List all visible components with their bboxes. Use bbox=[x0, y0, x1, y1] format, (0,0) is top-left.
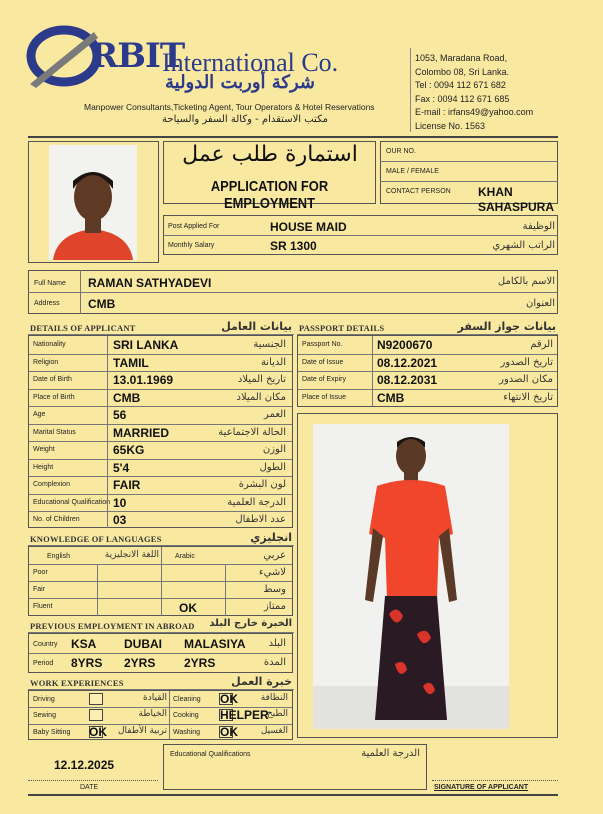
work-skill-arabic: الخياطة bbox=[138, 709, 167, 720]
column-divider bbox=[169, 691, 170, 739]
applicant-field-value: 03 bbox=[113, 513, 127, 527]
company-tagline: Manpower Consultants,Ticketing Agent, Tour Operators & Hotel Reservations bbox=[84, 102, 375, 112]
monthly-salary-label: Monthly Salary bbox=[168, 242, 215, 249]
applicant-field-value: TAMIL bbox=[113, 355, 149, 370]
row-divider bbox=[29, 476, 292, 477]
work-skill-arabic: النظافة bbox=[260, 693, 288, 703]
row-divider bbox=[29, 511, 292, 512]
country-label: Country bbox=[33, 641, 58, 648]
applicant-field-arabic: عدد الاطفال bbox=[235, 514, 286, 525]
applicant-field-value: CMB bbox=[113, 390, 141, 405]
work-section-arabic: خبرة العمل bbox=[231, 675, 292, 688]
work-skill-label: Washing bbox=[173, 728, 200, 736]
passport-photo bbox=[49, 145, 137, 260]
applicant-field-arabic: الدرجة العلمية bbox=[227, 496, 286, 508]
languages-table bbox=[28, 546, 293, 616]
previous-employment-title: PREVIOUS EMPLOYMENT IN ABROAD bbox=[30, 621, 195, 631]
passport-field-value: 08.12.2031 bbox=[377, 373, 438, 387]
arabic-column-arabic: عربي bbox=[263, 550, 286, 561]
work-table bbox=[28, 690, 293, 740]
english-column-arabic: اللغة الانجليزية bbox=[104, 550, 159, 560]
work-skill-label: Cooking bbox=[173, 712, 199, 720]
country-arabic: البلد bbox=[268, 638, 286, 649]
column-divider bbox=[161, 547, 162, 616]
work-skill-label: Baby Sitting bbox=[33, 728, 71, 736]
row-divider bbox=[29, 406, 292, 407]
applicant-field-label: Religion bbox=[33, 358, 59, 366]
address-label: Address bbox=[34, 300, 60, 307]
applicant-field-arabic: الوزن bbox=[262, 444, 286, 455]
applicant-table bbox=[28, 335, 293, 528]
date-value: 12.12.2025 bbox=[54, 758, 115, 772]
column-divider bbox=[372, 336, 373, 406]
language-level-mark: OK bbox=[179, 601, 197, 615]
fax-number: Fax : 0094 112 671 685 bbox=[415, 93, 510, 104]
post-applied-label: Post Applied For bbox=[168, 223, 220, 230]
work-skill-mark: OK bbox=[220, 692, 238, 706]
company-name-arabic: شركة أوربت الدولية bbox=[164, 72, 316, 93]
work-section-title: WORK EXPERIENCES bbox=[30, 678, 124, 688]
gender-label: MALE / FEMALE bbox=[386, 168, 439, 175]
applicant-field-value: 13.01.1969 bbox=[113, 373, 174, 387]
signature-label: SIGNATURE OF APPLICANT bbox=[434, 784, 529, 791]
column-divider bbox=[225, 564, 226, 616]
work-skill-mark: OK bbox=[89, 724, 107, 739]
work-skill-arabic: القيادة bbox=[143, 693, 167, 703]
passport-field-label: Date of Issue bbox=[302, 358, 344, 366]
title-arabic: استمارة طلب عمل bbox=[182, 142, 358, 167]
applicant-section-title: DETAILS OF APPLICANT bbox=[30, 323, 136, 333]
previous-country-value: MALASIYA bbox=[184, 637, 246, 651]
passport-field-value: CMB bbox=[377, 390, 405, 405]
applicant-field-arabic: الجنسية bbox=[253, 339, 286, 350]
logo-rbit: RBIT bbox=[90, 36, 185, 76]
languages-section-arabic: انجليزي bbox=[250, 531, 292, 544]
row-divider bbox=[29, 724, 292, 725]
work-skill-checkbox bbox=[89, 709, 103, 721]
address-arabic: العنوان bbox=[526, 298, 555, 309]
applicant-field-arabic: الطول bbox=[259, 461, 286, 473]
education-label: Educational Qualifications bbox=[170, 751, 251, 758]
row-divider bbox=[29, 441, 292, 442]
work-skill-mark: OK bbox=[220, 724, 238, 739]
contact-person-value: KHAN bbox=[478, 185, 513, 199]
applicant-field-label: Nationality bbox=[33, 341, 66, 348]
passport-field-label: Date of Expiry bbox=[302, 376, 346, 383]
contact-person-label: CONTACT PERSON bbox=[386, 188, 451, 195]
applicant-field-label: Educational Qualification bbox=[33, 498, 111, 506]
previous-employment-arabic: الخبرة خارج البلد bbox=[209, 618, 292, 629]
applicant-field-label: Date of Birth bbox=[33, 376, 72, 383]
work-skill-label: Cleaning bbox=[173, 696, 201, 703]
language-level-label: Fair bbox=[33, 586, 46, 593]
row-divider bbox=[29, 371, 292, 372]
column-divider bbox=[107, 336, 108, 528]
applicant-field-label: No. of Children bbox=[33, 516, 80, 523]
title-english: APPLICATION FOR EMPLOYMENT bbox=[210, 178, 329, 212]
languages-section-title: KNOWLEDGE OF LANGUAGES bbox=[30, 534, 162, 544]
contact-block bbox=[415, 52, 533, 134]
our-no-label: OUR NO. bbox=[386, 148, 416, 155]
applicant-field-arabic: الحالة الاجتماعية bbox=[218, 426, 286, 438]
work-skill-arabic: الطبخ bbox=[266, 709, 288, 720]
post-applied-arabic: الوظيفة bbox=[522, 221, 555, 232]
language-level-label: Poor bbox=[33, 569, 48, 576]
language-level-label: Fluent bbox=[33, 603, 53, 610]
applicant-field-value: 65KG bbox=[113, 443, 145, 457]
column-divider bbox=[97, 564, 98, 616]
monthly-salary-arabic: الراتب الشهري bbox=[492, 240, 555, 251]
previous-period-value: 8YRS bbox=[71, 656, 103, 670]
full-body-photo bbox=[313, 424, 509, 729]
applicant-field-arabic: تاريخ الميلاد bbox=[237, 374, 286, 385]
previous-period-value: 2YRS bbox=[184, 656, 216, 670]
post-applied-value: HOUSE MAID bbox=[270, 220, 347, 234]
applicant-field-label: Complexion bbox=[33, 481, 70, 488]
previous-period-value: 2YRS bbox=[124, 656, 156, 670]
applicant-field-label: Place of Birth bbox=[33, 393, 75, 401]
applicant-field-label: Marital Status bbox=[33, 428, 76, 436]
applicant-field-arabic: العمر bbox=[264, 409, 286, 420]
passport-field-value: 08.12.2021 bbox=[377, 355, 438, 370]
period-arabic: المدة bbox=[263, 657, 286, 668]
applicant-body-illustration bbox=[313, 424, 509, 729]
applicant-field-value: 5'4 bbox=[113, 460, 130, 475]
passport-field-arabic: الرقم bbox=[530, 339, 553, 350]
full-name-arabic: الاسم بالكامل bbox=[497, 276, 555, 287]
full-name-value: RAMAN SATHYADEVI bbox=[88, 276, 212, 290]
period-label: Period bbox=[33, 660, 54, 667]
applicant-field-value: 56 bbox=[113, 408, 127, 422]
work-skill-checkbox bbox=[89, 693, 103, 705]
work-skill-arabic: تربية الأطفال bbox=[117, 725, 167, 736]
work-skill-mark: HELPER bbox=[220, 708, 269, 723]
address-line-1: 1053, Maradana Road, bbox=[415, 53, 508, 63]
passport-field-label: Place of Issue bbox=[302, 393, 346, 401]
work-skill-label: Sewing bbox=[33, 712, 56, 720]
row-divider bbox=[29, 424, 292, 425]
row-divider bbox=[29, 494, 292, 495]
arabic-column-label: Arabic bbox=[175, 553, 195, 560]
applicant-field-arabic: الديانة bbox=[260, 356, 286, 368]
monthly-salary-value: SR 1300 bbox=[270, 239, 317, 253]
applicant-face-illustration bbox=[49, 145, 137, 260]
previous-employment-table bbox=[28, 633, 293, 673]
full-name-label: Full Name bbox=[34, 280, 66, 287]
applicant-field-label: Age bbox=[33, 411, 46, 418]
applicant-field-value: MARRIED bbox=[113, 425, 169, 440]
row-divider bbox=[29, 653, 292, 654]
row-divider bbox=[29, 459, 292, 460]
applicant-field-arabic: لون البشرة bbox=[238, 479, 286, 490]
applicant-field-label: Weight bbox=[33, 446, 55, 453]
company-name: International Co. bbox=[162, 48, 339, 77]
license-number: License No. 1563 bbox=[415, 120, 486, 131]
phone-number: Tel : 0094 112 671 682 bbox=[415, 80, 506, 91]
email-address: E-mail : irfans49@yahoo.com bbox=[415, 107, 534, 118]
address-line-2: Colombo 08, Sri Lanka. bbox=[415, 66, 510, 77]
applicant-field-arabic: مكان الميلاد bbox=[236, 391, 286, 403]
passport-field-label: Passport No. bbox=[302, 341, 343, 348]
language-level-arabic: وسط bbox=[263, 584, 286, 595]
company-tagline-arabic: مكتب الاستقدام - وكالة السفر والسياحة bbox=[162, 114, 328, 125]
education-arabic: الدرجة العلمية bbox=[361, 748, 420, 759]
passport-field-arabic: تاريخ الصدور bbox=[500, 356, 553, 368]
passport-table bbox=[297, 335, 558, 407]
passport-section-arabic: بيانات جواز السفر bbox=[457, 320, 556, 333]
language-level-arabic: ممتاز bbox=[263, 601, 286, 612]
applicant-section-arabic: بيانات العامل bbox=[221, 320, 292, 333]
applicant-field-value: 10 bbox=[113, 495, 127, 510]
passport-field-arabic: مكان الصدور bbox=[499, 374, 553, 385]
row-divider bbox=[298, 389, 557, 390]
previous-country-value: DUBAI bbox=[124, 637, 162, 651]
passport-field-value: N9200670 bbox=[377, 338, 433, 352]
work-skill-label: Driving bbox=[33, 696, 55, 703]
address-value: CMB bbox=[88, 297, 116, 311]
english-column-label: English bbox=[47, 553, 70, 560]
work-skill-arabic: الغسيل bbox=[260, 725, 288, 736]
row-divider bbox=[29, 389, 292, 390]
passport-section-title: PASSPORT DETAILS bbox=[299, 323, 385, 333]
passport-field-arabic: تاريخ الانتهاء bbox=[503, 391, 553, 403]
row-divider bbox=[298, 371, 557, 372]
date-label: DATE bbox=[80, 784, 99, 791]
previous-country-value: KSA bbox=[71, 637, 97, 651]
contact-person-value-2: SAHASPURA bbox=[478, 200, 555, 214]
applicant-field-value: FAIR bbox=[113, 478, 141, 492]
row-divider bbox=[29, 354, 292, 355]
applicant-field-value: SRI LANKA bbox=[113, 338, 179, 352]
row-divider bbox=[298, 354, 557, 355]
language-level-arabic: لاشيء bbox=[258, 567, 286, 578]
applicant-field-label: Height bbox=[33, 463, 54, 471]
